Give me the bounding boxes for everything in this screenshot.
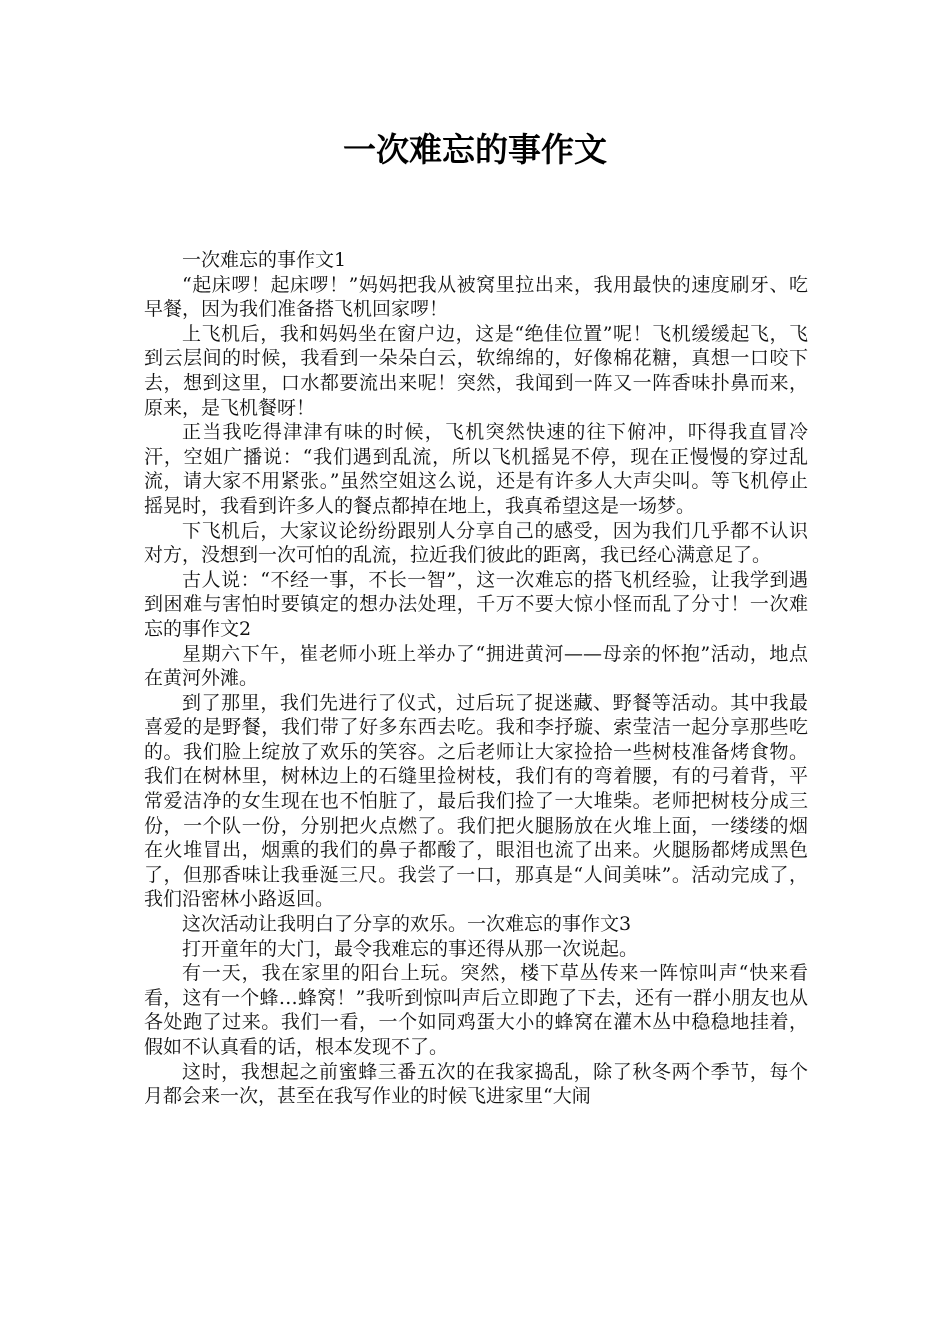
paragraph: 打开童年的大门，最令我难忘的事还得从那一次说起。 [182, 937, 639, 960]
paragraph: 正当我吃得津津有味的时候，飞机突然快速的往下俯冲，吓得我直冒冷汗，空姐广播说：“我们遇到乱流，所以飞机摇晃不停，现在正慢慢的穿过乱流，请大家不用紧张。”虽然空姐这么说，还是有许多人大声尖叫。等飞机停止摇晃时，我看到许多人的餐点都掉在地上，我真希望这是一场梦。 [144, 421, 808, 517]
document-body [144, 248, 808, 1109]
paragraph: 一次难忘的事作文1 [182, 249, 347, 271]
paragraph: 有一天，我在家里的阳台上玩。突然，楼下草丛传来一阵惊叫声“快来看看，这有一个蜂…蜂窝！”我听到惊叫声后立即跑了下去，还有一群小朋友也从各处跑了过来。我们一看，一个如同鸡蛋大小的蜂窝在灌木丛中稳稳地挂着，假如不认真看的话，根本发现不了。 [144, 962, 808, 1058]
paragraph: “起床啰！起床啰！”妈妈把我从被窝里拉出来，我用最快的速度刷牙、吃早餐，因为我们准备搭飞机回家啰！ [144, 273, 808, 321]
paragraph: 下飞机后，大家议论纷纷跟别人分享自己的感受，因为我们几乎都不认识对方，没想到一次可怕的乱流，拉近我们彼此的距离，我已经心满意足了。 [144, 519, 808, 567]
paragraph: 星期六下午，崔老师小班上举办了“拥进黄河——母亲的怀抱”活动，地点在黄河外滩。 [144, 642, 808, 690]
paragraph: 这时，我想起之前蜜蜂三番五次的在我家捣乱，除了秋冬两个季节，每个月都会来一次，甚至在我写作业的时候飞进家里“大闹 [144, 1060, 808, 1108]
paragraph: 上飞机后，我和妈妈坐在窗户边，这是“绝佳位置”呢！飞机缓缓起飞，飞到云层间的时候，我看到一朵朵白云，软绵绵的，好像棉花糖，真想一口咬下去，想到这里，口水都要流出来呢！突然，我闻到一阵又一阵香味扑鼻而来，原来，是飞机餐呀！ [144, 322, 808, 419]
paragraph: 古人说：“不经一事，不长一智”，这一次难忘的搭飞机经验，让我学到遇到困难与害怕时要镇定的想办法处理，千万不要大惊小怪而乱了分寸！一次难忘的事作文2 [144, 568, 808, 640]
document-title: 一次难忘的事作文 [343, 130, 607, 169]
paragraph: 这次活动让我明白了分享的欢乐。一次难忘的事作文3 [182, 913, 632, 936]
paragraph: 到了那里，我们先进行了仪式，过后玩了捉迷藏、野餐等活动。其中我最喜爱的是野餐，我们带了好多东西去吃。我和李抒璇、索莹洁一起分享那些吃的。我们脸上绽放了欢乐的笑容。之后老师让大家捡拾一些树枝准备烤食物。我们在树林里，树林边上的石缝里捡树枝，我们有的弯着腰，有的弓着背，平常爱洁净的女生现在也不怕脏了，最后我们捡了一大堆柴。老师把树枝分成三份，一个队一份，分别把火点燃了。我们把火腿肠放在火堆上面，一缕缕的烟在火堆冒出，烟熏的我们的鼻子都酸了，眼泪也流了出来。火腿肠都烤成黑色了，但那香味让我垂涎三尺。我尝了一口，那真是“人间美味”。活动完成了，我们沿密林小路返回。 [144, 691, 808, 911]
